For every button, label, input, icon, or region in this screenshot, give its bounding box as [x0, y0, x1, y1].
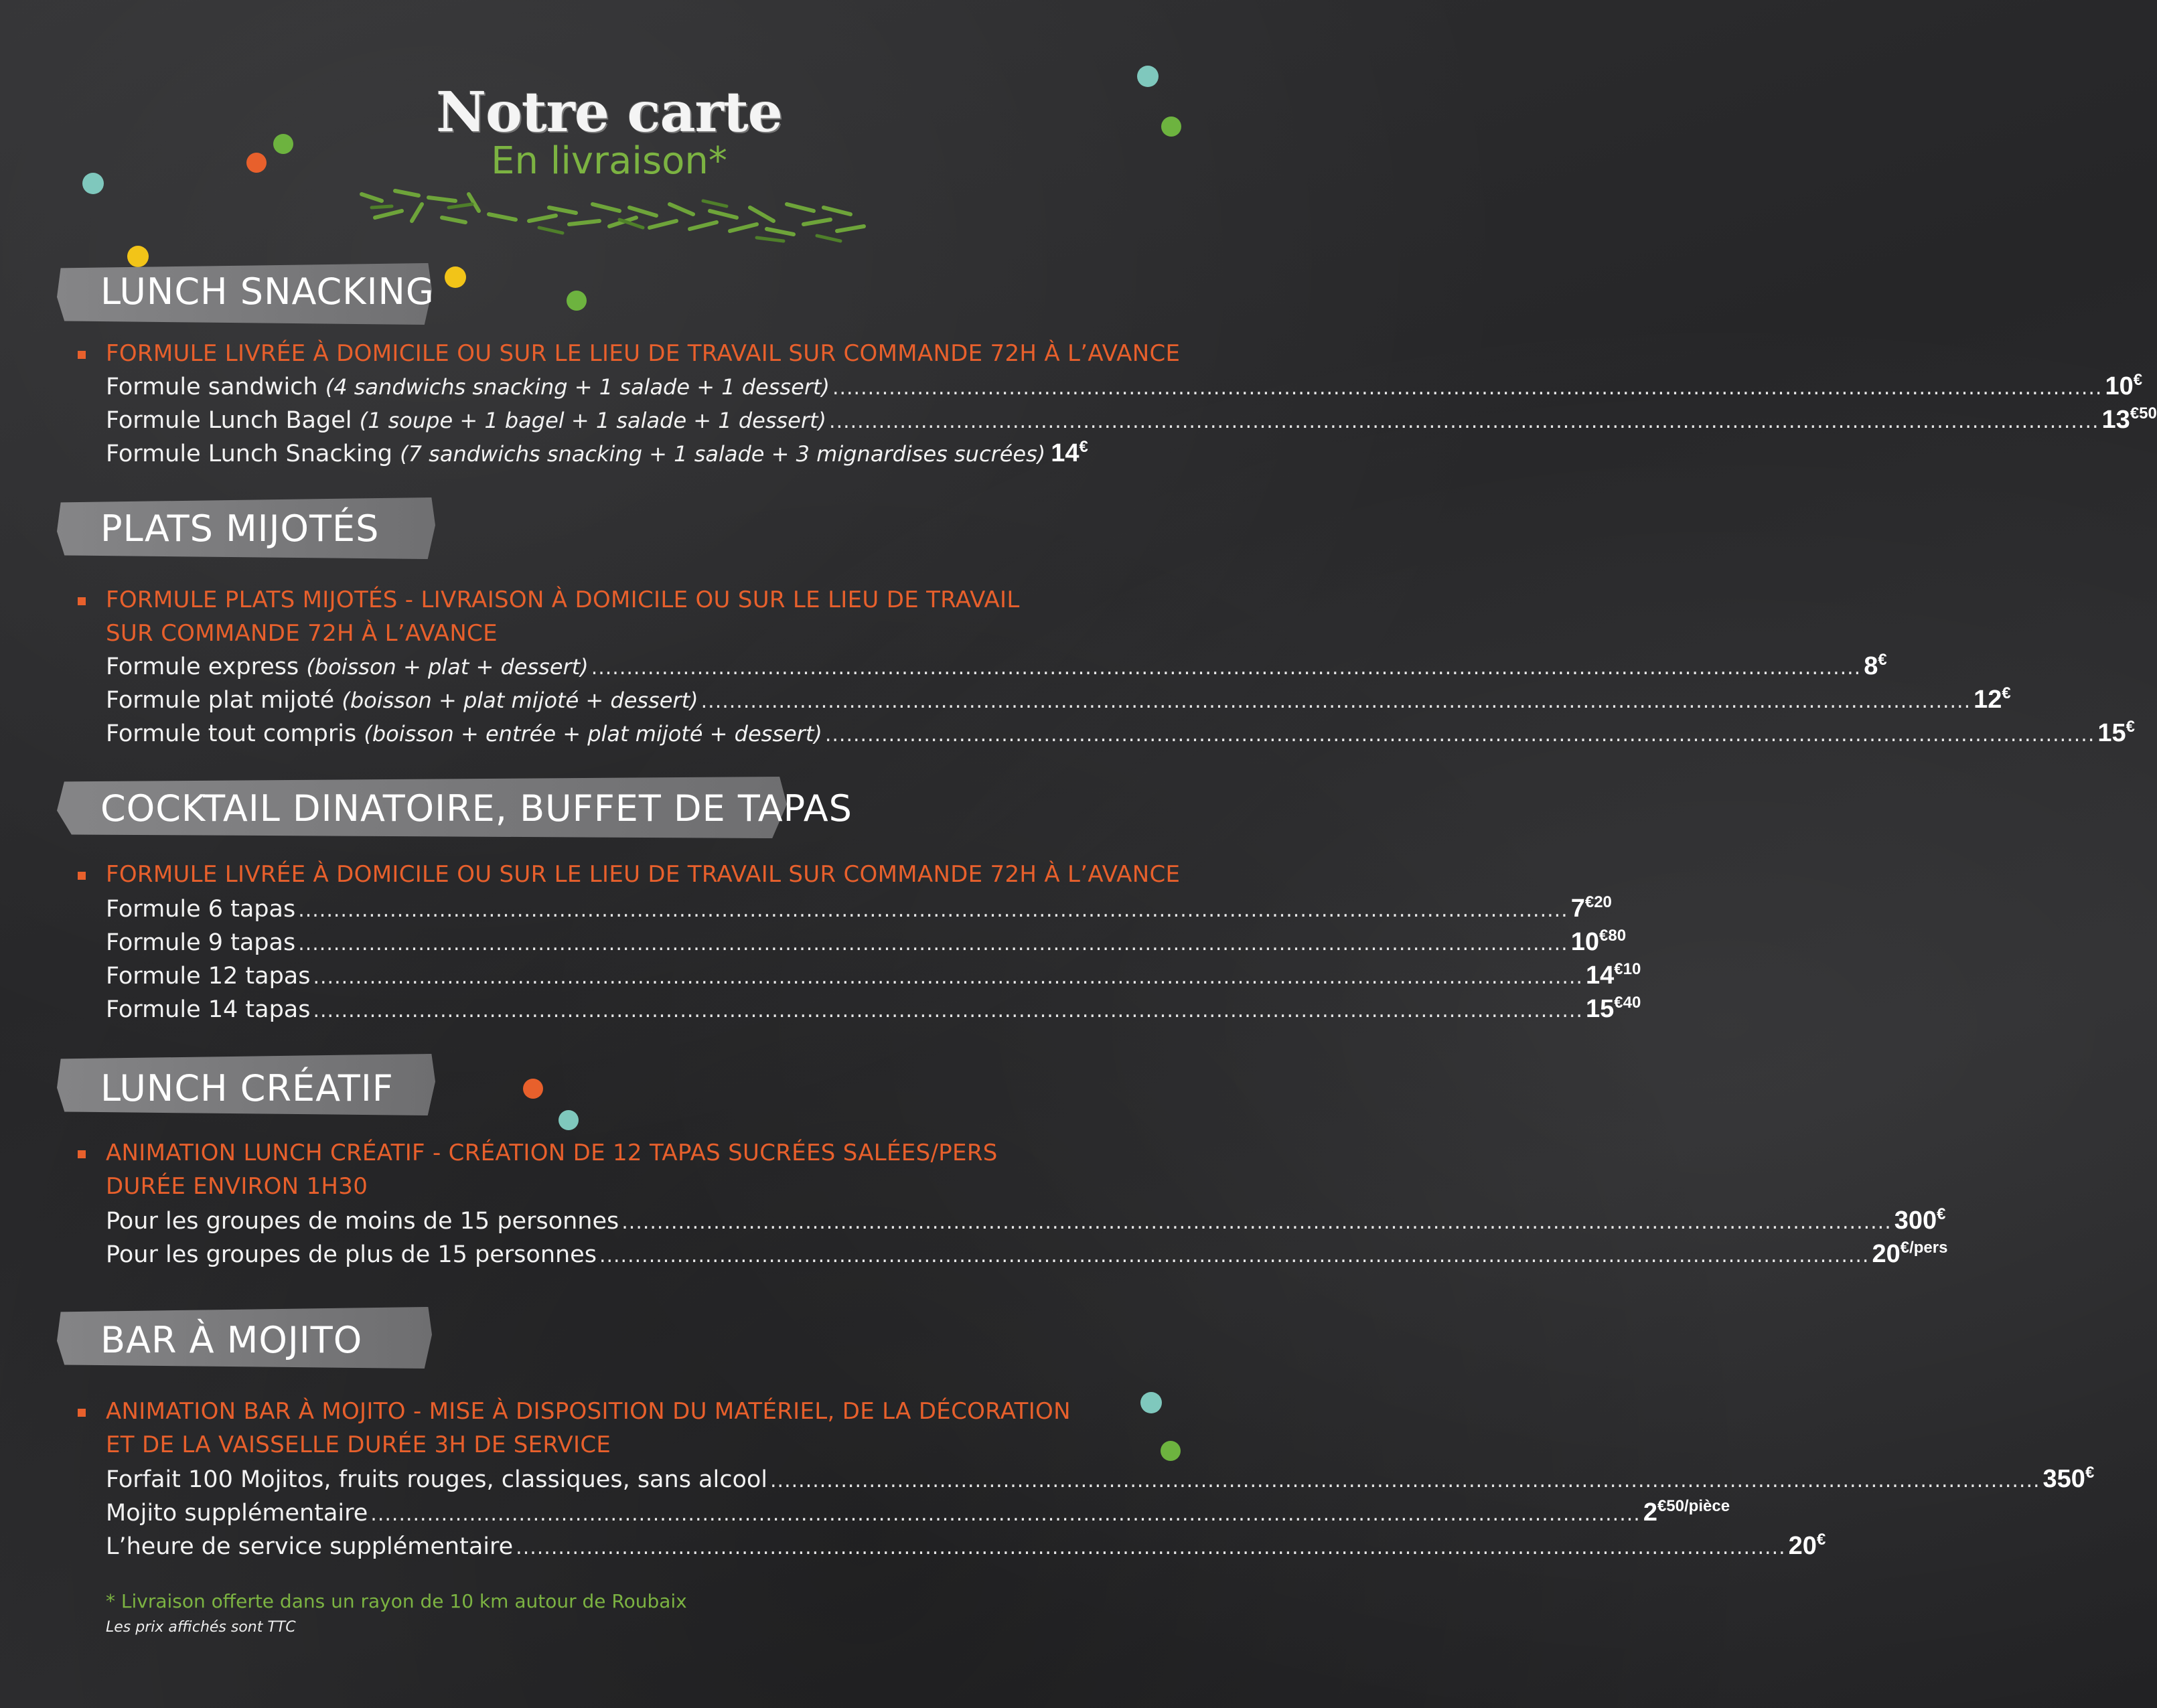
menu-line: [106, 893, 1612, 923]
decor-dot: [445, 266, 466, 288]
section-title-bar-a-mojito: BAR À MOJITO: [100, 1319, 363, 1361]
menu-line-price: 8€: [1864, 651, 1887, 680]
decor-dot: [1140, 1392, 1162, 1413]
section-headline: FORMULE PLATS MIJOTÉS - LIVRAISON À DOMICILE OU SUR LE LIEU DE TRAVAIL: [106, 587, 1020, 613]
menu-line-label: Formule Lunch Bagel (1 soupe + 1 bagel + 1 salade + 1 dessert): [106, 407, 827, 434]
menu-line: [106, 1531, 1826, 1561]
section-headline: ET DE LA VAISSELLE DURÉE 3H DE SERVICE: [106, 1431, 611, 1458]
bullet-icon: [78, 597, 86, 605]
menu-line: [106, 651, 1887, 681]
menu-line: [106, 404, 2157, 435]
section-headline: DURÉE ENVIRON 1H30: [106, 1173, 368, 1200]
menu-line-label: Formule plat mijoté (boisson + plat mijoté + dessert): [106, 687, 698, 714]
decor-dot: [1161, 1441, 1181, 1461]
menu-line-label: L’heure de service supplémentaire: [106, 1533, 514, 1560]
menu-line: [106, 371, 2143, 401]
bullet-icon: [78, 1150, 86, 1158]
dot-leader: ....................................................................................................................................................................................: [829, 410, 2099, 433]
decor-dot: [127, 246, 149, 267]
dot-leader: ....................................................................................................................................................................................: [313, 999, 1583, 1022]
menu-line-label: Forfait 100 Mojitos, fruits rouges, classiques, sans alcool: [106, 1466, 768, 1493]
menu-line: [106, 1205, 1946, 1235]
section-headline: ANIMATION BAR À MOJITO - MISE À DISPOSITION DU MATÉRIEL, DE LA DÉCORATION: [106, 1398, 1071, 1425]
dot-leader: ....................................................................................................................................................................................: [591, 656, 1862, 680]
menu-line-price: $2^{€50/pièce}$: [1643, 1497, 1730, 1527]
dot-leader: ....................................................................................................................................................................................: [700, 690, 1972, 713]
menu-line-label: Pour les groupes de plus de 15 personnes: [106, 1241, 597, 1268]
section-headline: ANIMATION LUNCH CRÉATIF - CRÉATION DE 12 TAPAS SUCRÉES SALÉES/PERS: [106, 1140, 998, 1166]
decor-dot: [523, 1079, 543, 1099]
bullet-icon: [78, 1409, 86, 1417]
menu-line-label: Pour les groupes de moins de 15 personnes: [106, 1208, 619, 1235]
menu-line: [106, 960, 1641, 990]
menu-line-label: Formule express (boisson + plat + dessert): [106, 653, 589, 680]
menu-line-label: Formule sandwich (4 sandwichs snacking + 1 salade + 1 dessert): [106, 374, 830, 400]
section-title-lunch-creatif: LUNCH CRÉATIF: [100, 1067, 394, 1109]
menu-line: [106, 718, 2136, 748]
menu-line-price: $13^{€50}$: [2101, 404, 2157, 434]
bullet-icon: [78, 351, 86, 359]
menu-line-price: 350€: [2042, 1464, 2095, 1493]
section-headline: FORMULE LIVRÉE À DOMICILE OU SUR LE LIEU DE TRAVAIL SUR COMMANDE 72H À L’AVANCE: [106, 861, 1181, 888]
section-headline: FORMULE LIVRÉE À DOMICILE OU SUR LE LIEU DE TRAVAIL SUR COMMANDE 72H À L’AVANCE: [106, 340, 1181, 367]
menu-line: [106, 927, 1627, 957]
dot-leader: ....................................................................................................................................................................................: [621, 1211, 1892, 1234]
decor-dot: [559, 1110, 579, 1130]
dot-leader: ....................................................................................................................................................................................: [313, 965, 1583, 989]
section-headline: SUR COMMANDE 72H À L’AVANCE: [106, 620, 498, 647]
herb-garnish-decoration: [355, 181, 871, 254]
menu-line-label: Formule 6 tapas: [106, 896, 296, 923]
dot-leader: ....................................................................................................................................................................................: [824, 723, 2095, 747]
dot-leader: ....................................................................................................................................................................................: [298, 899, 1568, 922]
menu-line-price: 14€: [1051, 438, 1088, 467]
section-title-cocktail-dinatoire: COCKTAIL DINATOIRE, BUFFET DE TAPAS: [100, 787, 852, 830]
menu-line-price: 12€: [1974, 684, 2011, 714]
menu-line-label: Formule 9 tapas: [106, 929, 296, 956]
tax-note: Les prix affichés sont TTC: [106, 1619, 296, 1636]
menu-line-price: 20€: [1788, 1531, 1826, 1560]
menu-line: [106, 994, 1641, 1024]
menu-line-price: 15€: [2097, 718, 2136, 747]
menu-line: [106, 1497, 1730, 1527]
page-subtitle: En livraison*: [491, 139, 727, 183]
menu-line: [106, 438, 1088, 468]
menu-line-price: $10^{€80}$: [1570, 927, 1627, 956]
menu-line-label: Mojito supplémentaire: [106, 1500, 368, 1527]
menu-line: [106, 684, 2011, 714]
dot-leader: ....................................................................................................................................................................................: [370, 1502, 1641, 1526]
section-title-lunch-snacking: LUNCH SNACKING: [100, 270, 435, 313]
menu-line-label: Formule tout compris (boisson + entrée + plat mijoté + dessert): [106, 720, 822, 747]
menu-line-label: Formule 14 tapas: [106, 996, 311, 1023]
menu-line: [106, 1464, 2095, 1494]
delivery-footnote: * Livraison offerte dans un rayon de 10 km autour de Roubaix: [106, 1590, 687, 1612]
menu-line-price: $14^{€10}$: [1585, 960, 1641, 990]
menu-line: [106, 1239, 1948, 1269]
dot-leader: ....................................................................................................................................................................................: [516, 1536, 1786, 1559]
section-title-plats-mijotes: PLATS MIJOTÉS: [100, 508, 380, 550]
dot-leader: ....................................................................................................................................................................................: [298, 932, 1568, 955]
bullet-icon: [78, 872, 86, 880]
page-title: Notre carte: [436, 80, 782, 145]
menu-line-price: $7^{€20}$: [1570, 893, 1612, 923]
decor-dot: [567, 291, 587, 311]
menu-line-label: Formule 12 tapas: [106, 963, 311, 990]
menu-line-label: Formule Lunch Snacking (7 sandwichs snacking + 1 salade + 3 mignardises sucrées): [106, 441, 1046, 467]
menu-line-price: $20^{€/pers}$: [1872, 1239, 1948, 1268]
menu-line-price: $15^{€40}$: [1585, 994, 1641, 1023]
dot-leader: ....................................................................................................................................................................................: [770, 1469, 2040, 1492]
dot-leader: ....................................................................................................................................................................................: [832, 376, 2103, 400]
menu-line-price: 10€: [2105, 371, 2143, 400]
dot-leader: ....................................................................................................................................................................................: [599, 1244, 1870, 1267]
menu-line-price: 300€: [1894, 1205, 1946, 1235]
